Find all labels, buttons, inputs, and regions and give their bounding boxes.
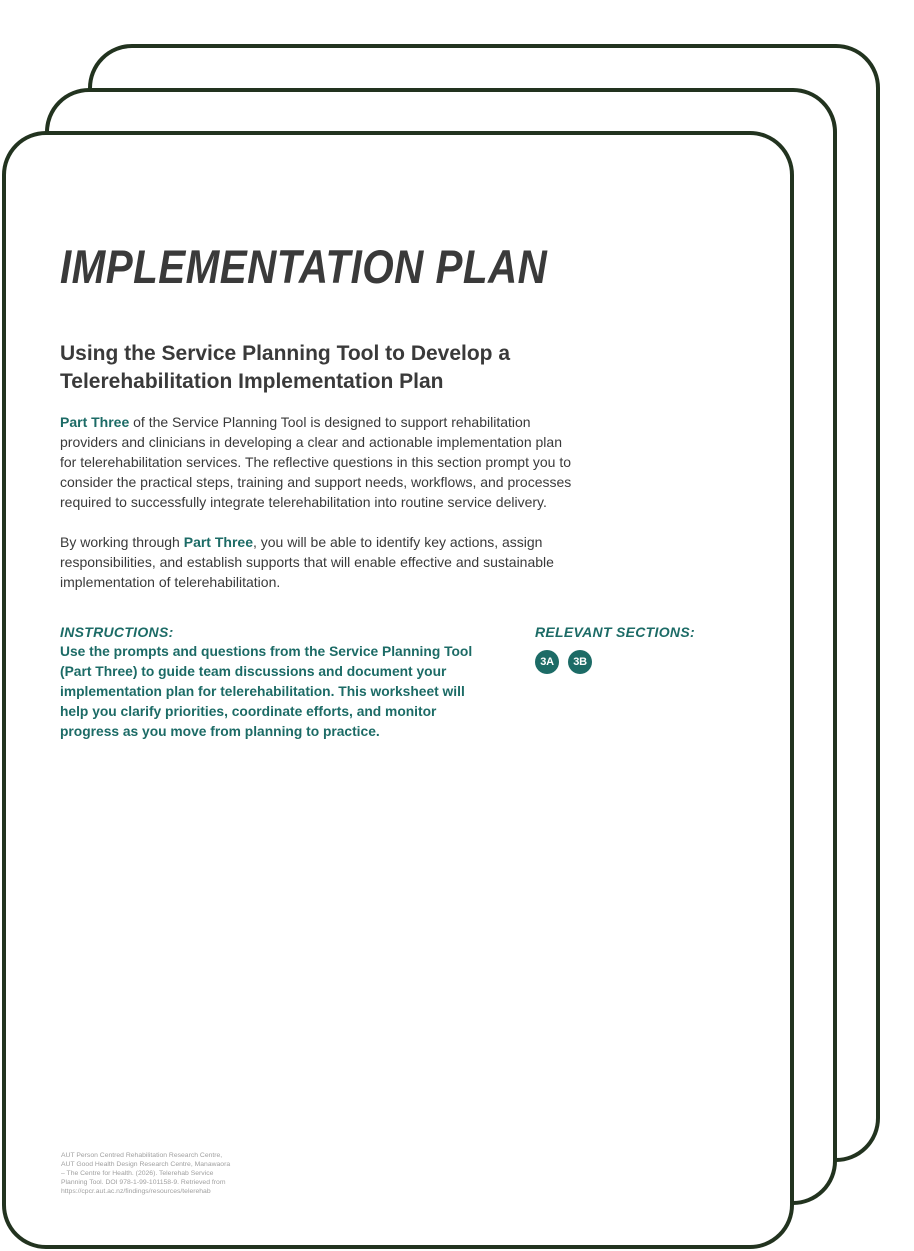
footer-line: Planning Tool. DOI 978-1-99-101158-9. Retrieved from	[61, 1179, 226, 1186]
paragraph-text: of the Service Planning Tool is designed to support rehabilitation	[129, 414, 531, 430]
intro-paragraph-1	[60, 412, 571, 512]
part-three-highlight: Part Three	[60, 414, 130, 430]
section-badge-3b: 3B	[568, 650, 592, 674]
instructions-line: (Part Three) to guide team discussions and document your	[60, 664, 447, 679]
footer-line: AUT Good Health Design Research Centre, Manawaora	[61, 1161, 231, 1168]
worksheet-page	[2, 131, 794, 1249]
paragraph-line	[60, 412, 571, 432]
part-three-highlight: Part Three	[183, 534, 253, 550]
paragraph-text: By working through	[60, 534, 184, 550]
instructions-line: implementation plan for telerehabilitation. This worksheet will	[60, 684, 465, 699]
instructions-line: Use the prompts and questions from the Service Planning Tool	[60, 644, 473, 659]
instructions-heading: INSTRUCTIONS:	[60, 624, 174, 640]
paragraph-line: implementation of telerehabilitation.	[60, 574, 281, 590]
paragraph-line: providers and clinicians in developing a clear and actionable implementation plan	[60, 434, 562, 450]
relevant-sections-badges	[535, 650, 592, 674]
relevant-sections-heading: RELEVANT SECTIONS:	[535, 624, 695, 640]
paragraph-line: for telerehabilitation services. The reflective questions in this section prompt you to	[60, 454, 571, 470]
instructions-body	[60, 642, 472, 742]
section-subheading	[60, 340, 510, 396]
paragraph-line	[60, 532, 554, 552]
paragraph-line: consider the practical steps, training and support needs, workflows, and processes	[60, 474, 572, 490]
footer-line: AUT Person Centred Rehabilitation Research Centre,	[61, 1152, 223, 1159]
paragraph-line: required to successfully integrate telerehabilitation into routine service delivery.	[60, 494, 547, 510]
section-badge-3a: 3A	[535, 650, 559, 674]
paragraph-line: responsibilities, and establish supports that will enable effective and sustainable	[60, 554, 554, 570]
page-title: IMPLEMENTATION PLAN	[60, 240, 548, 293]
subheading-line: Using the Service Planning Tool to Develop a	[60, 342, 511, 365]
subheading-line: Telerehabilitation Implementation Plan	[60, 370, 444, 393]
intro-paragraph-2	[60, 532, 554, 592]
footer-line: – The Centre for Health. (2026). Telerehab Service	[61, 1170, 214, 1177]
footer-url: https://cpcr.aut.ac.nz/findings/resources/telerehab	[61, 1188, 211, 1195]
paragraph-text: , you will be able to identify key actions, assign	[252, 534, 543, 550]
instructions-line: help you clarify priorities, coordinate efforts, and monitor	[60, 704, 437, 719]
citation-footer	[61, 1151, 230, 1196]
instructions-line: progress as you move from planning to practice.	[60, 724, 380, 739]
